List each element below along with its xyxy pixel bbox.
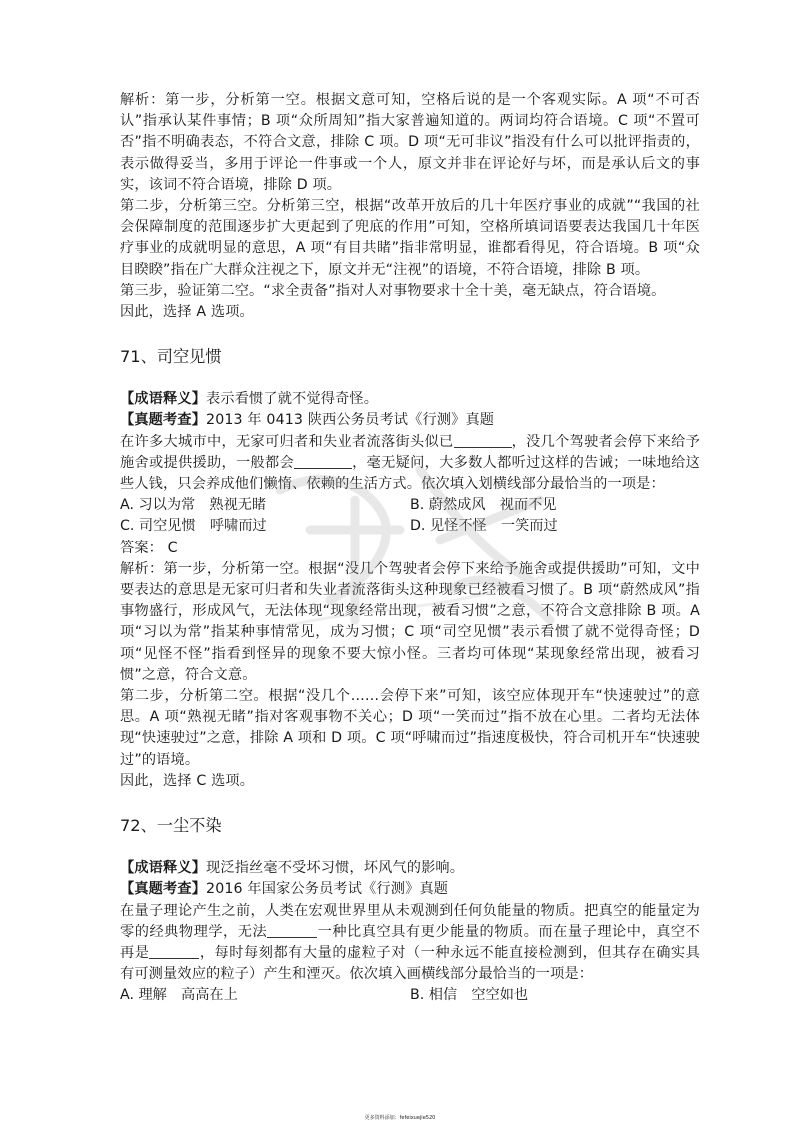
idiom-meaning (120, 858, 700, 879)
meaning-tag: 【成语释义】 (120, 860, 207, 877)
analysis-step-3: 第三步，验证第二空。“求全责备”指对人对事物要求十全十美，毫无缺点，符合语境。 (120, 282, 666, 299)
idiom-meaning (120, 389, 700, 410)
exam-source (120, 879, 700, 900)
exam-text: 2013 年 0413 陕西公务员考试《行测》真题 (206, 412, 495, 429)
meaning-text: 现泛指丝毫不受坏习惯，坏风气的影响。 (206, 860, 465, 877)
section-70-analysis (120, 90, 700, 323)
exam-tag: 【真题考查】 (120, 881, 207, 898)
exam-text: 2016 年国家公务员考试《行测》真题 (206, 881, 449, 898)
option-a: A. 理解 高高在上 (120, 987, 238, 1004)
analysis-conclusion: 因此，选择 A 选项。 (120, 304, 254, 321)
exam-source (120, 410, 700, 431)
question-text: 在许多大城市中，无家可归者和失业者流落街头似已 ，没几个驾驶者会停下来给予施舍或提供援助，一般都会 ，毫无疑问，大多数人都听过这样的告诫；一味地给这些人钱，只会养成他们懒惰、依赖的生活方式。依次填入划横线部分最恰当的一项是： (120, 433, 700, 493)
meaning-text: 表示看惯了就不觉得奇怪。 (206, 391, 379, 408)
question-text: 在量子理论产生之前，人类在宏观世界里从未观测到任何负能量的物质。把真空的能量定为零的经典物理学，无法 一种比真空具有更少能量的物质。而在量子理论中，真空不再是 ，每时每刻都有大量的虚粒子对（一种永远不能直接检测到，但其存在确实具有可测量效应的粒子）产生和湮灭。依次填入画横线部分最恰当的一项是： (120, 902, 700, 983)
answer: 答案： C (120, 539, 178, 556)
document-page (120, 90, 700, 1007)
option-a: A. 习以为常 熟视无睹 (120, 497, 267, 514)
analysis-step-2: 第二步，分析第三空。分析第三空，根据“改革开放后的几十年医疗事业的成就”“我国的社会保障制度的范围逐步扩大更起到了兜底的作用”可知，空格所填词语要表达我国几十年医疗事业的成就明显的意思，A 项“有目共睹”指非常明显，谁都看得见，符合语境。B 项“众目睽睽”指在广大群众注视之下，原文并无“注视”的语境，不符合语境，排除 B 项。 (120, 198, 700, 278)
analysis-step-1: 解析：第一步，分析第一空。根据文意可知，空格后说的是一个客观实际。A 项“不可否认”指承认某件事情；B 项“众所周知”指大家普遍知道的。两词均符合语境。C 项“不置可否”指不明确表态，不符合文意，排除 C 项。D 项“无可非议”指没有什么可以批评指责的，表示做得妥当，多用于评论一件事或一个人，原文并非在评论好与坏，而是承认后文的事实，该词不符合语境，排除 D 项。 (120, 92, 700, 193)
section-71 (120, 389, 700, 792)
analysis-step-1: 解析：第一步，分析第一空。根据“没几个驾驶者会停下来给予施舍或提供援助”可知，文中要表达的意思是无家可归者和失业者流落街头这种现象已经被看习惯了。B 项“蔚然成风”指事物盛行，形成风气，无法体现“现象经常出现，被看习惯”之意，不符合文意排除 B 项。A 项“习以为常”指某种事情常见，成为习惯；C 项“司空见惯”表示看惯了就不觉得奇怪；D 项“见怪不怪”指看到怪异的现象不要大惊小怪。三者均可体现“某现象经常出现，被看习惯”之意，符合文意。 (120, 560, 700, 683)
meaning-tag: 【成语释义】 (120, 391, 207, 408)
option-c: C. 司空见惯 呼啸而过 (120, 518, 267, 535)
fill-blank (267, 923, 317, 938)
section-72 (120, 858, 700, 1006)
analysis-conclusion: 因此，选择 C 选项。 (120, 772, 255, 789)
footer-note: 更多资料添加：fefeixuejie520 (364, 1115, 436, 1121)
option-b: B. 蔚然成风 视而不见 (410, 497, 557, 514)
exam-tag: 【真题考查】 (120, 412, 207, 429)
analysis-step-2: 第二步，分析第二空。根据“没几个……会停下来”可知，该空应体现开车“快速驶过”的意思。A 项“熟视无睹”指对客观事物不关心；D 项“一笑而过”指不放在心里。二者均无法体现“快速驶过”之意，排除 A 项和 D 项。C 项“呼啸而过”指速度极快，符合司机开车“快速驶过”的语境。 (120, 688, 700, 768)
idiom-heading-72: 72、一尘不染 (120, 816, 222, 836)
options-row (120, 985, 700, 1006)
idiom-heading-71: 71、司空见惯 (120, 347, 222, 367)
options-row (120, 516, 700, 537)
option-d: D. 见怪不怪 一笑而过 (410, 518, 558, 535)
option-b: B. 相信 空空如也 (410, 987, 529, 1004)
fill-blank (149, 944, 199, 959)
fill-blank (454, 433, 512, 448)
fill-blank (294, 454, 352, 469)
options-row (120, 495, 700, 516)
